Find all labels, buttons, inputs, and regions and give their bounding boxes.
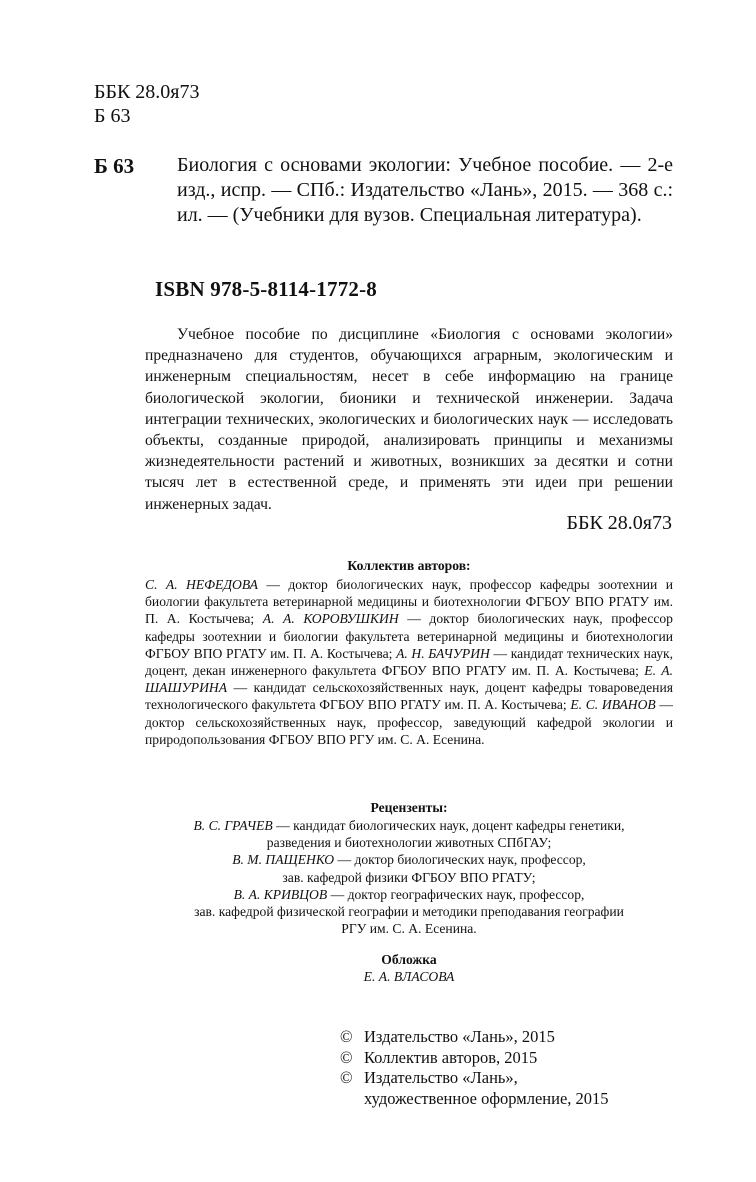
author-name: А. Н. БАЧУРИН [396,645,490,661]
reviewer-line [145,817,673,834]
bbk-code: ББК 28.0я73 [94,81,200,103]
cover-designer: Е. А. ВЛАСОВА [363,969,455,984]
reviewer-line: РГУ им. С. А. Есенина. [341,921,477,937]
reviewer-line: зав. кафедрой физики ФГБОУ ВПО РГАТУ; [282,869,536,885]
authors-list [145,576,673,748]
reviewers-heading: Рецензенты: [370,800,448,815]
reviewer-line: разведения и биотехнологии животных СПбГАУ; [266,835,552,851]
author-name: С. А. НЕФЕДОВА [145,577,258,592]
reviewer-line: зав. кафедрой физической географии и методики преподавания географии [194,904,624,920]
copyright-block [340,1027,609,1109]
copyright-line [340,1068,609,1089]
reviewer-name: В. М. ПАЩЕНКО [232,852,335,868]
author-name: Е. С. ИВАНОВ [570,697,656,713]
copyright-line [340,1027,609,1048]
annotation: Учебное пособие по дисциплине «Биология с основами экологии» предназначено для студентов, обучающихся аграрным, экологическим и инженерным специальностям, несет в себе информацию на границе биологической экологии, бионики и технической инженерии. Задача интеграции технических, экологических и биологических наук — исследовать объекты, созданные природой, анализировать принципы и механизмы жизнедеятельности растений и животных, возникших за десятки и сотни тысяч лет в естественной среде, и применять эти идеи при решении инженерных задач. [145,326,673,513]
reviewer-line [145,851,673,868]
author-details: — доктор сельскохозяйственных наук, профессор, заведующий кафедрой экологии и природопользования ФГБОУ ВПО РГУ им. С. А. Есенина. [145,697,673,747]
reviewer-details: — доктор биологических наук, профессор, [334,852,586,868]
bbk-index-bottom: ББК 28.0я73 [566,512,672,534]
entry-author-mark: Б 63 [94,154,135,178]
copyright-text: Коллектив авторов, 2015 [364,1047,538,1067]
isbn: ISBN 978-5-8114-1772-8 [155,277,377,301]
copyright-icon: © [340,1027,353,1046]
reviewer-details: — кандидат биологических наук, доцент кафедры генетики, [272,818,625,833]
author-name: А. А. КОРОВУШКИН [262,611,399,627]
author-mark: Б 63 [94,105,131,127]
reviewer-details: — доктор географических наук, профессор, [327,886,585,902]
copyright-text: Издательство «Лань», 2015 [364,1027,555,1046]
cover-heading: Обложка [381,952,437,967]
copyright-line [340,1048,609,1069]
copyright-icon: © [340,1047,353,1067]
reviewer-line [145,886,673,903]
copyright-line-continuation: художественное оформление, 2015 [364,1088,609,1108]
copyright-icon: © [340,1068,353,1087]
authors-heading: Коллектив авторов: [347,558,471,573]
copyright-text: Издательство «Лань», [364,1068,518,1087]
author-details: — доктор биологических наук, профессор кафедры зоотехнии и биологии факультета ветеринарной медицины и биотехнологии ФГБОУ ВПО РГАТУ им. П. А. Костычева; [145,577,673,627]
reviewer-name: В. А. КРИВЦОВ [233,886,328,902]
author-name: Е. А. ШАШУРИНА [145,663,673,696]
author-details: — кандидат технических наук, доцент, декан инженерного факультета ФГБОУ ВПО РГАТУ им. П. А. Костычева; [145,645,674,679]
bibliographic-description: Биология с основами экологии: Учебное пособие. — 2-е изд., испр. — СПб.: Издательство «Лань», 2015. — 368 с.: ил. — (Учебники для вузов. Специальная литература). [177,154,673,226]
author-details: — кандидат сельскохозяйственных наук, доцент кафедры товароведения технологического факультета ФГБОУ ВПО РГАТУ им. П. А. Костычева; [145,680,673,713]
author-details: — доктор биологических наук, профессор кафедры зоотехнии и биологии факультета ветеринарной медицины и биотехнологии ФГБОУ ВПО РГАТУ им. П. А. Костычева; [145,611,673,661]
reviewer-name: В. С. ГРАЧЕВ [193,818,273,833]
reviewers-list [145,817,673,937]
bbk-index-top [94,80,200,128]
